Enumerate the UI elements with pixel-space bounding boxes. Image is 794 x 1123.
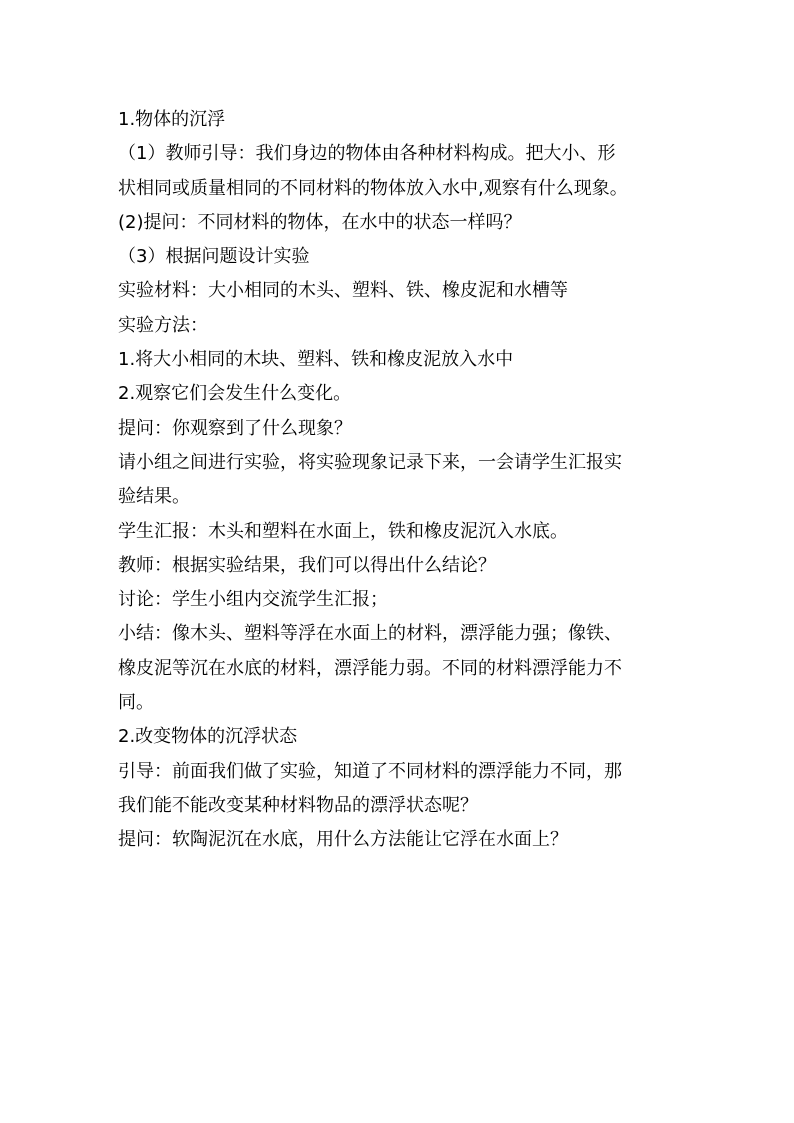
paragraph-line: 橡皮泥等沉在水底的材料，漂浮能力弱。不同的材料漂浮能力不 <box>118 657 622 679</box>
paragraph-line: 状相同或质量相同的不同材料的物体放入水中,观察有什么现象。 <box>118 177 628 199</box>
paragraph-line: 实验材料：大小相同的木头、塑料、铁、橡皮泥和水槽等 <box>118 280 568 302</box>
paragraph-line: 学生汇报：木头和塑料在水面上，铁和橡皮泥沉入水底。 <box>118 520 568 542</box>
paragraph-line: 教师：根据实验结果，我们可以得出什么结论？ <box>118 554 496 576</box>
section-heading-1: 1.物体的沉浮 <box>118 109 226 130</box>
paragraph-line: 请小组之间进行实验，将实验现象记录下来，一会请学生汇报实 <box>118 451 622 473</box>
paragraph-line: （1）教师引导：我们身边的物体由各种材料构成。把大小、形 <box>118 143 616 165</box>
paragraph-line: (2)提问：不同材料的物体，在水中的状态一样吗？ <box>118 211 522 233</box>
paragraph-line: 同。 <box>118 692 154 714</box>
paragraph-line: 1.将大小相同的木块、塑料、铁和橡皮泥放入水中 <box>118 349 514 371</box>
paragraph-line: 引导：前面我们做了实验，知道了不同材料的漂浮能力不同，那 <box>118 760 622 782</box>
section-heading-2: 2.改变物体的沉浮状态 <box>118 726 298 748</box>
document-body <box>118 103 693 858</box>
paragraph-line: （3）根据问题设计实验 <box>118 246 310 268</box>
paragraph-line: 验结果。 <box>118 486 190 508</box>
paragraph-line: 小结：像木头、塑料等浮在水面上的材料，漂浮能力强；像铁、 <box>118 623 622 645</box>
paragraph-line: 讨论：学生小组内交流学生汇报； <box>118 589 388 611</box>
paragraph-line: 提问：你观察到了什么现象？ <box>118 417 352 439</box>
paragraph-line: 实验方法： <box>118 314 208 336</box>
paragraph-line: 我们能不能改变某种材料物品的漂浮状态呢？ <box>118 794 478 816</box>
paragraph-line: 2.观察它们会发生什么变化。 <box>118 383 352 405</box>
paragraph-line: 提问：软陶泥沉在水底，用什么方法能让它浮在水面上？ <box>118 829 568 851</box>
